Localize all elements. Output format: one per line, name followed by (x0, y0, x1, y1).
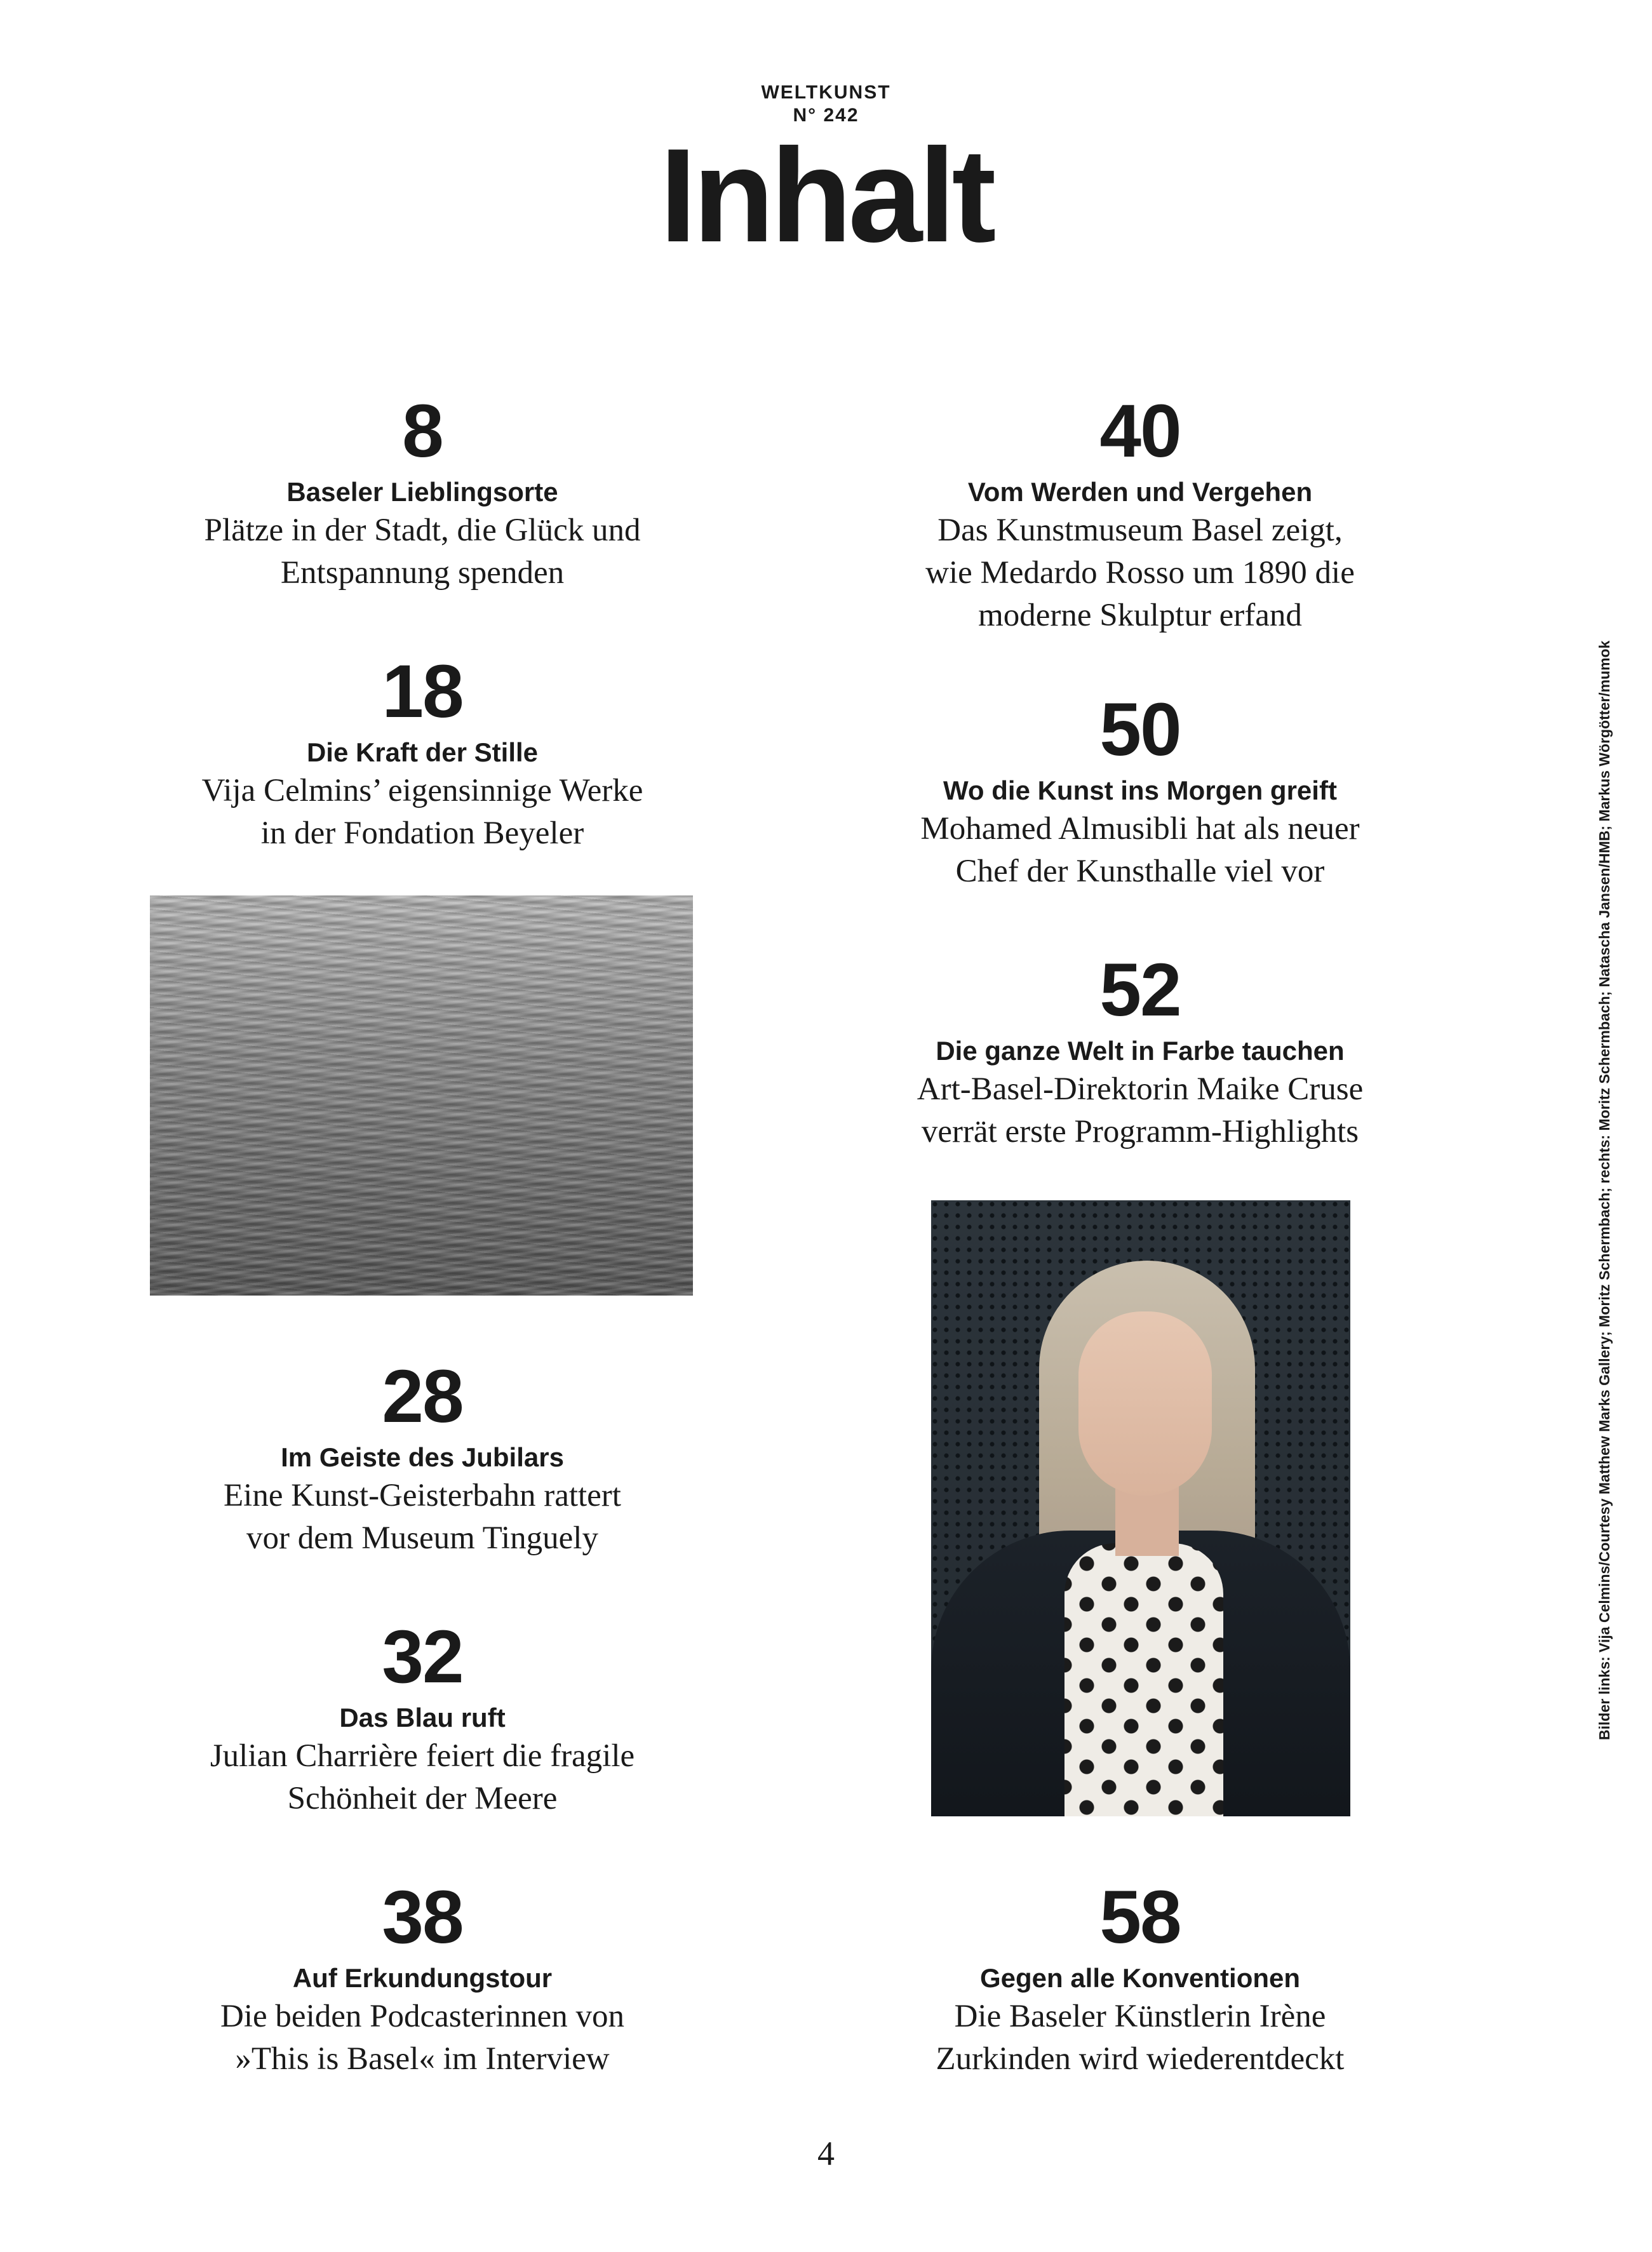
toc-entry[interactable] (823, 389, 1458, 637)
issue-number: N° 242 (793, 105, 859, 126)
toc-entry[interactable] (823, 688, 1458, 893)
toc-description-line: Entspannung spenden (280, 555, 565, 591)
toc-page-number: 32 (382, 1615, 463, 1699)
photo-credit (1588, 521, 1621, 1740)
toc-page-number: 52 (1099, 948, 1181, 1032)
toc-description-line: Das Kunstmuseum Basel zeigt, (937, 513, 1343, 548)
toc-headline: Die ganze Welt in Farbe tauchen (936, 1036, 1345, 1066)
toc-headline: Die Kraft der Stille (306, 737, 539, 767)
toc-headline: Das Blau ruft (339, 1703, 506, 1733)
toc-description-line: Julian Charrière feiert die fragile (210, 1738, 635, 1774)
sea-artwork-image (150, 895, 693, 1296)
toc-page-number: 38 (382, 1875, 463, 1959)
toc-page-number: 40 (1099, 389, 1181, 473)
page-number: 4 (817, 2135, 835, 2173)
toc-entry[interactable] (105, 1355, 740, 1560)
toc-entry[interactable] (823, 1875, 1458, 2081)
toc-headline: Baseler Lieblingsorte (286, 477, 558, 507)
toc-headline: Auf Erkundungstour (292, 1963, 553, 1993)
toc-entry[interactable] (823, 948, 1458, 1153)
toc-page-number: 28 (382, 1355, 463, 1438)
toc-description-line: Plätze in der Stadt, die Glück und (204, 513, 641, 548)
toc-entry[interactable] (105, 650, 740, 855)
toc-description-line: verrät erste Programm-Highlights (921, 1114, 1359, 1149)
toc-headline: Gegen alle Konventionen (979, 1963, 1301, 1993)
portrait-face-shape (1078, 1311, 1212, 1496)
toc-description-line: Art-Basel-Direktorin Maike Cruse (917, 1071, 1364, 1107)
photo-credit-text: Bilder links: Vija Celmins/Courtesy Matthew Marks Gallery; Moritz Schermbach; rechts: Moritz Schermbach; Natascha Jansen/HMB; Markus Wörgötter/mumok (1596, 640, 1613, 1740)
toc-headline: Vom Werden und Vergehen (967, 477, 1313, 507)
toc-description-line: Vija Celmins’ eigensinnige Werke (201, 773, 643, 808)
toc-page-number: 58 (1099, 1875, 1181, 1959)
toc-description-line: moderne Skulptur erfand (978, 598, 1302, 633)
toc-entry[interactable] (105, 389, 740, 594)
portrait-blouse-shape (1064, 1543, 1223, 1816)
toc-description-line: Zurkinden wird wiederentdeckt (936, 2041, 1345, 2077)
toc-description-line: Die Baseler Künstlerin Irène (954, 1999, 1326, 2034)
magazine-name: WELTKUNST (761, 82, 891, 103)
toc-description-line: Schönheit der Meere (287, 1781, 558, 1816)
portrait-photo (931, 1200, 1350, 1816)
page-title: Inhalt (659, 121, 993, 270)
toc-description-line: Eine Kunst-Geisterbahn rattert (224, 1478, 621, 1513)
toc-entry[interactable] (105, 1875, 740, 2081)
toc-description-line: wie Medardo Rosso um 1890 die (925, 555, 1355, 591)
toc-headline: Im Geiste des Jubilars (281, 1442, 564, 1472)
toc-description-line: Chef der Kunsthalle viel vor (955, 854, 1325, 889)
toc-description-line: Mohamed Almusibli hat als neuer (920, 811, 1360, 847)
toc-page-number: 8 (402, 389, 443, 473)
toc-description-line: in der Fondation Beyeler (260, 815, 584, 851)
toc-description-line: vor dem Museum Tinguely (246, 1520, 598, 1556)
toc-description-line: »This is Basel« im Interview (235, 2041, 610, 2077)
masthead (0, 81, 1652, 270)
toc-page-number: 50 (1099, 688, 1181, 772)
toc-entry[interactable] (105, 1615, 740, 1820)
toc-headline: Wo die Kunst ins Morgen greift (943, 775, 1337, 805)
toc-description-line: Die beiden Podcasterinnen von (220, 1999, 624, 2034)
toc-page-number: 18 (382, 650, 463, 734)
